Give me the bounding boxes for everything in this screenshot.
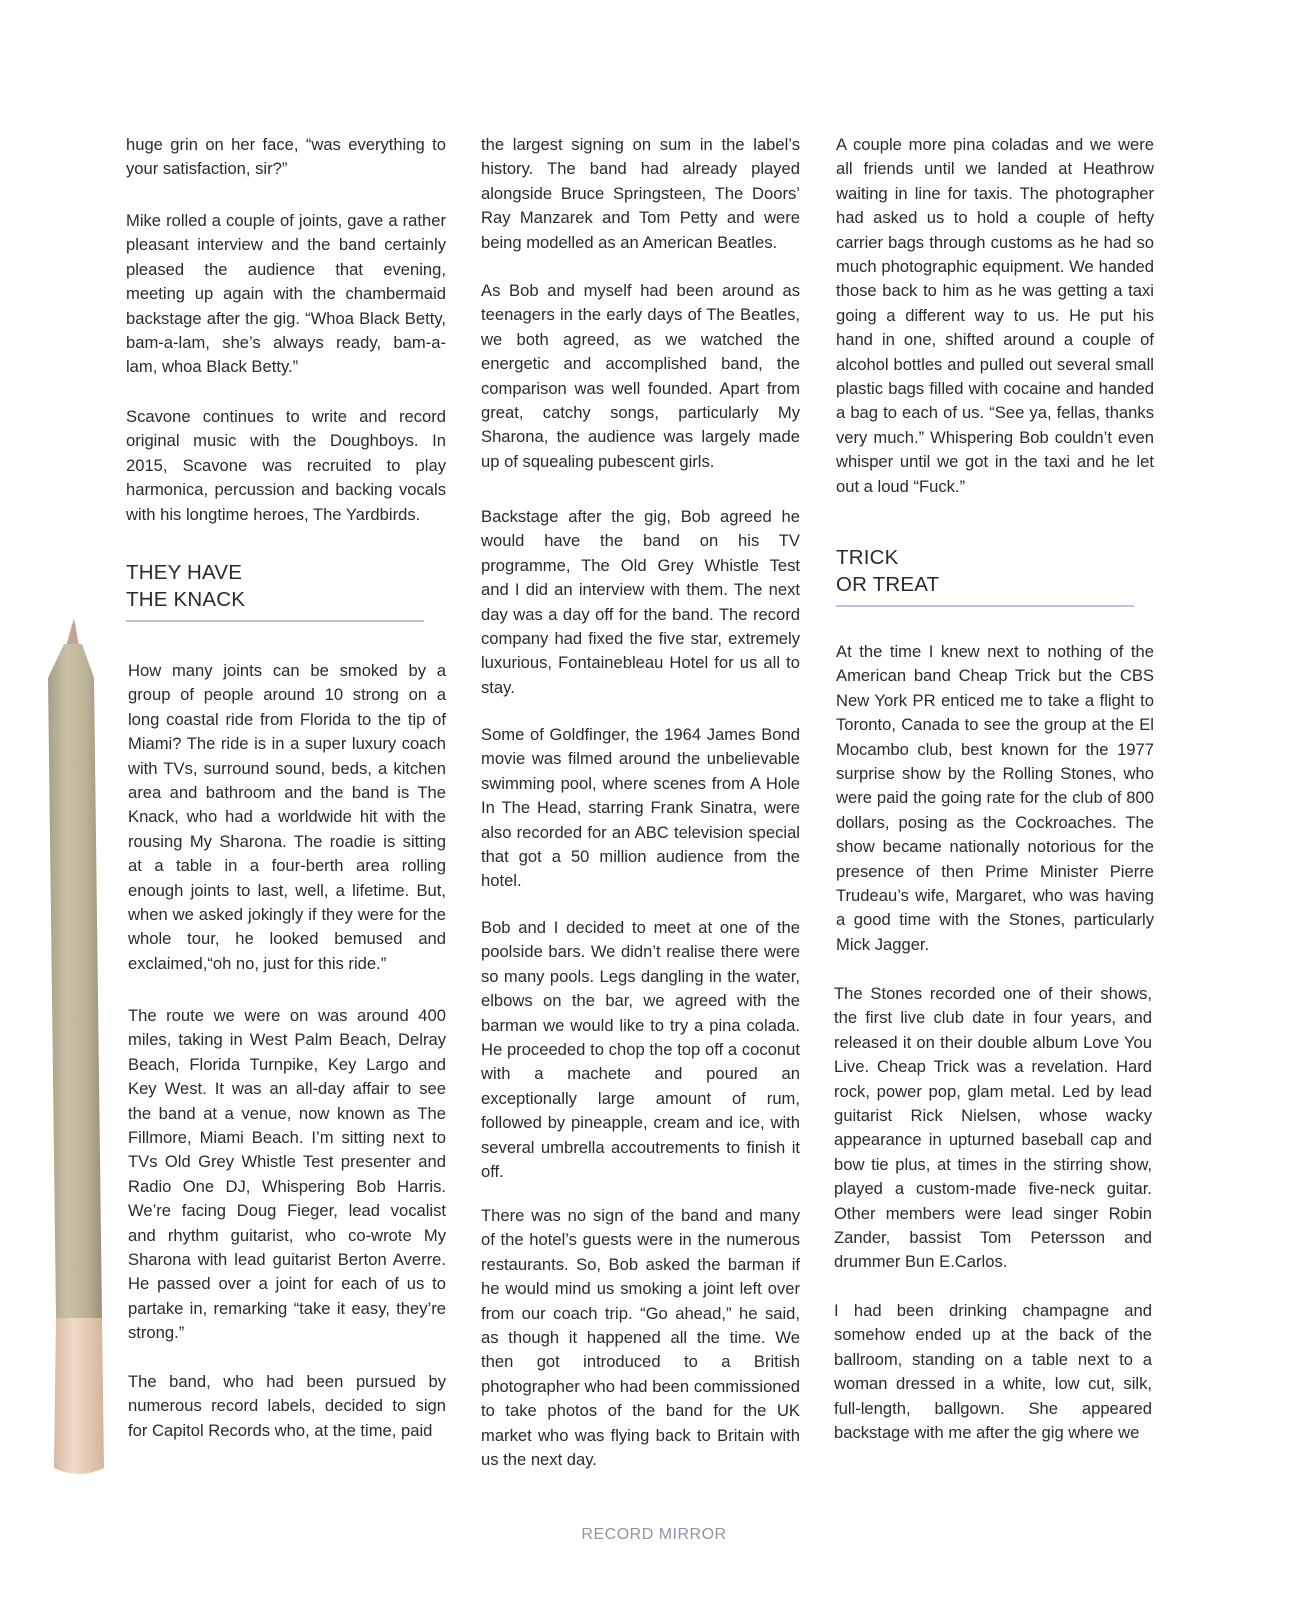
middle-column-block-6 xyxy=(481,1204,800,1472)
middle-paragraph-5: Bob and I decided to meet at one of the poolside bars. We didn’t realise there were so many pools. Legs dangling in the water, elbows on the bar, we agreed with the barman we would like to try a pina colada. He proceeded to chop the top off a coconut with a machete and poured an exceptionally large amount of rum, followed by pineapple, cream and ice, with several umbrella accoutrements to finish it off. xyxy=(481,918,800,1182)
left-column-block-6 xyxy=(128,1370,446,1443)
heading-trick-line-2: OR TREAT xyxy=(836,573,940,596)
heading-knack-line-2: THE KNACK xyxy=(126,588,246,611)
middle-column-block-2 xyxy=(481,279,800,474)
heading-trick-line-1: TRICK xyxy=(836,546,899,569)
joint-filter xyxy=(54,1318,104,1474)
right-paragraph-3: The Stones recorded one of their shows, the first live club date in four years, and released it on their double album Love You Live. Cheap Trick was a revelation. Hard rock, power pop, glam metal. Led by lead guitarist Rick Nielsen, whose wacky appearance in upturned baseball cap and bow tie plus, at times in the stirring show, played a custom-made five-neck guitar. Other members were lead singer Robin Zander, bassist Tom Petersson and drummer Bun E.Carlos. xyxy=(834,984,1152,1272)
right-column-block-2 xyxy=(836,640,1154,957)
middle-column-block-4 xyxy=(481,723,800,894)
left-column xyxy=(126,133,446,182)
heading-trick-rule xyxy=(836,605,1134,607)
left-paragraph-6: The band, who had been pursued by numerous record labels, decided to sign for Capitol Records who, at the time, paid xyxy=(128,1372,446,1440)
right-column-block-1 xyxy=(836,133,1154,499)
left-column-block-3 xyxy=(126,405,446,527)
joint-body xyxy=(48,644,102,1318)
joint-illustration xyxy=(30,618,110,1518)
left-paragraph-5: The route we were on was around 400 miles, taking in West Palm Beach, Delray Beach, Florida Turnpike, Key Largo and Key West. It was an all-day affair to see the band at a venue, now known as The Fillmore, Miami Beach. I’m sitting next to TVs Old Grey Whistle Test presenter and Radio One DJ, Whispering Bob Harris. We’re facing Doug Fieger, lead vocalist and rhythm guitarist, who co-wrote My Sharona with lead guitarist Berton Averre. He passed over a joint for each of us to partake in, remarking “take it easy, they’re strong.” xyxy=(128,1006,446,1343)
middle-paragraph-1: the largest signing on sum in the label’s history. The band had already played alongside Bruce Springsteen, The Doors’ Ray Manzarek and Tom Petty and were being modelled as an American Beatles. xyxy=(481,135,800,252)
left-column-block-5 xyxy=(128,1004,446,1346)
section-heading-knack xyxy=(126,559,446,613)
middle-column-block-3 xyxy=(481,505,800,700)
middle-paragraph-6: There was no sign of the band and many of the hotel’s guests were in the numerous restaurants. So, Bob asked the barman if he would mind us smoking a joint left over from our coach trip. “Go ahead,” he said, as though it happened all the time. We then got introduced to a British photographer who had been commissioned to take photos of the band for the UK market who was flying back to Britain with us the next day. xyxy=(481,1206,800,1470)
right-paragraph-4: I had been drinking champagne and somehow ended up at the back of the ballroom, standing on a table next to a woman dressed in a white, low cut, silk, full-length, ballgown. She appeared backstage with me after the gig where we xyxy=(834,1301,1152,1443)
left-paragraph-3: Scavone continues to write and record original music with the Doughboys. In 2015, Scavone was recruited to play harmonica, percussion and backing vocals with his longtime heroes, The Yardbirds. xyxy=(126,407,446,524)
middle-paragraph-2: As Bob and myself had been around as teenagers in the early days of The Beatles, we both agreed, as we watched the energetic and accomplished band, the comparison was well founded. Apart from great, catchy songs, particularly My Sharona, the audience was largely made up of squealing pubescent girls. xyxy=(481,281,800,471)
joint-twist-tip xyxy=(66,618,79,646)
middle-column-block-1 xyxy=(481,133,800,255)
middle-column-block-5 xyxy=(481,916,800,1184)
heading-knack-rule xyxy=(126,620,424,622)
left-column-block-4 xyxy=(128,659,446,976)
middle-paragraph-3: Backstage after the gig, Bob agreed he would have the band on his TV programme, The Old Grey Whistle Test and I did an interview with them. The next day was a day off for the band. The record company had fixed the five star, extremely luxurious, Fontainebleau Hotel for us all to stay. xyxy=(481,507,800,697)
right-paragraph-1: A couple more pina coladas and we were all friends until we landed at Heathrow waiting in line for taxis. The photographer had asked us to hold a couple of hefty carrier bags through customs as he had so much photographic equipment. We handed those back to him as he was getting a taxi going a different way to us. He put his hand in one, shifted around a couple of alcohol bottles and pulled out several small plastic bags filled with cocaine and handed a bag to each of us. “See ya, fellas, thanks very much.” Whispering Bob couldn’t even whisper until we got in the taxi and he let out a loud “Fuck.” xyxy=(836,135,1154,496)
left-paragraph-2: Mike rolled a couple of joints, gave a rather pleasant interview and the band certainly pleased the audience that evening, meeting up again with the chambermaid backstage after the gig. “Whoa Black Betty, bam-a-lam, she’s always ready, bam-a-lam, whoa Black Betty.” xyxy=(126,211,446,377)
middle-paragraph-4: Some of Goldfinger, the 1964 James Bond movie was filmed around the unbelievable swimming pool, where scenes from A Hole In The Head, starring Frank Sinatra, were also recorded for an ABC television special that got a 50 million audience from the hotel. xyxy=(481,725,800,891)
right-column-block-3 xyxy=(834,982,1152,1275)
heading-knack-line-1: THEY HAVE xyxy=(126,561,243,584)
right-column-block-4 xyxy=(834,1299,1152,1445)
section-heading-trick xyxy=(836,544,1154,598)
left-paragraph-1: huge grin on her face, “was everything to your satisfaction, sir?” xyxy=(126,135,446,179)
right-paragraph-2: At the time I knew next to nothing of the American band Cheap Trick but the CBS New York PR enticed me to take a flight to Toronto, Canada to see the group at the El Mocambo club, best known for the 1977 surprise show by the Rolling Stones, who were paid the going rate for the club of 800 dollars, posing as the Cockroaches. The show became nationally notorious for the presence of then Prime Minister Pierre Trudeau’s wife, Margaret, who was having a good time with the Stones, particularly Mick Jagger. xyxy=(836,642,1154,954)
left-paragraph-4: How many joints can be smoked by a group of people around 10 strong on a long coastal ride from Florida to the tip of Miami? The ride is in a super luxury coach with TVs, surround sound, beds, a kitchen area and bathroom and the band is The Knack, who had a worldwide hit with the rousing My Sharona. The roadie is sitting at a table in a four-berth area rolling enough joints to last, well, a lifetime. But, when we asked jokingly if they were for the whole tour, he looked bemused and exclaimed,“oh no, just for this ride.” xyxy=(128,661,446,973)
footer-publication-name: RECORD MIRROR xyxy=(581,1526,727,1543)
left-column-block-2 xyxy=(126,209,446,380)
